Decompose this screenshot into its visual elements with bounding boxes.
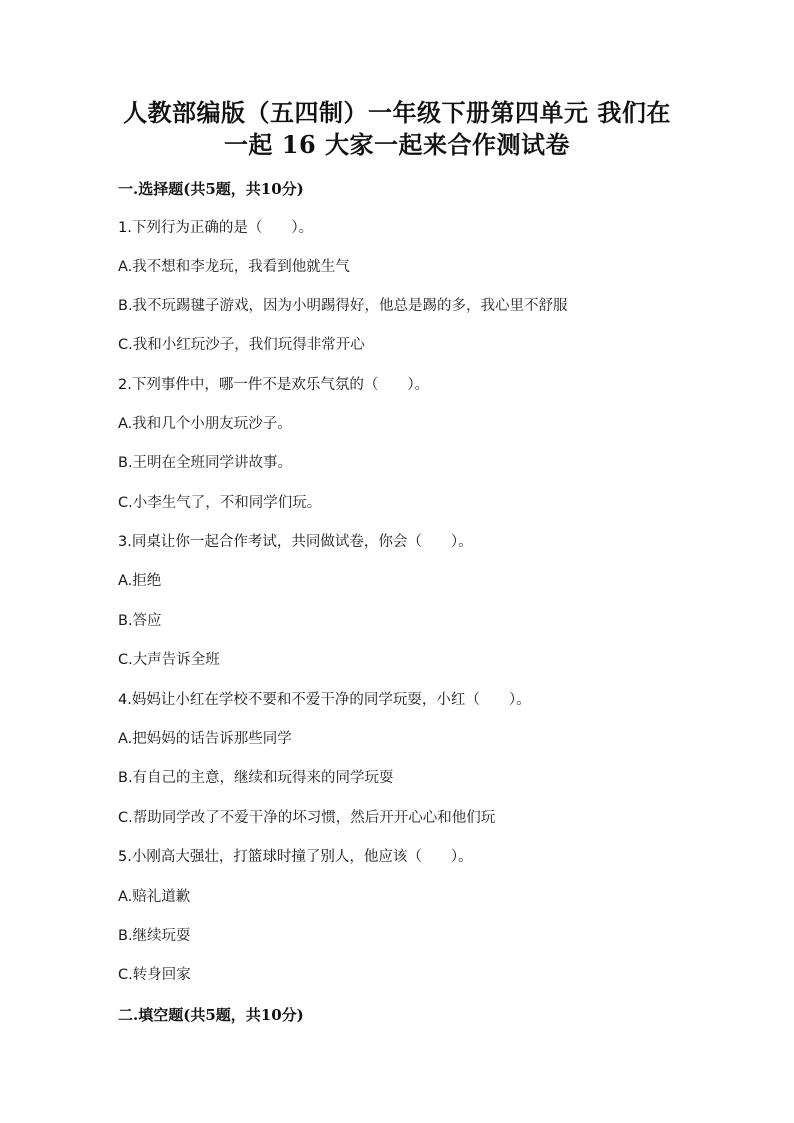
question-2-option-b: B.王明在全班同学讲故事。 (118, 455, 293, 471)
document-title-line-2: 一起 16 大家一起来合作测试卷 (223, 130, 571, 159)
question-3-option-b: B.答应 (118, 613, 162, 629)
question-3-option-a: A.拒绝 (118, 573, 162, 589)
question-4-option-a: A.把妈妈的话告诉那些同学 (118, 731, 292, 747)
question-1-option-a: A.我不想和李龙玩，我看到他就生气 (118, 259, 350, 275)
question-5-stem: 5.小刚高大强壮，打篮球时撞了别人，他应该（ ）。 (118, 849, 473, 865)
question-1-stem: 1.下列行为正确的是（ ）。 (118, 220, 314, 236)
question-5-option-c: C.转身回家 (118, 967, 191, 983)
section-heading-choice: 一.选择题(共5题，共10分) (118, 180, 304, 198)
question-3-option-c: C.大声告诉全班 (118, 652, 220, 668)
question-5-option-b: B.继续玩耍 (118, 928, 191, 944)
question-2-option-a: A.我和几个小朋友玩沙子。 (118, 416, 292, 432)
question-3-stem: 3.同桌让你一起合作考试，共同做试卷，你会（ ）。 (118, 534, 473, 550)
question-1-option-b: B.我不玩踢毽子游戏，因为小明踢得好，他总是踢的多，我心里不舒服 (118, 298, 568, 314)
question-2-option-c: C.小李生气了，不和同学们玩。 (118, 495, 322, 511)
question-2-stem: 2.下列事件中，哪一件不是欢乐气氛的（ ）。 (118, 377, 430, 393)
question-1-option-c: C.我和小红玩沙子，我们玩得非常开心 (118, 337, 365, 353)
question-4-option-b: B.有自己的主意，继续和玩得来的同学玩耍 (118, 770, 394, 786)
question-4-stem: 4.妈妈让小红在学校不要和不爱干净的同学玩耍，小红（ ）。 (118, 692, 531, 708)
section-heading-fill-blank: 二.填空题(共5题，共10分) (118, 1006, 304, 1024)
question-4-option-c: C.帮助同学改了不爱干净的坏习惯，然后开开心心和他们玩 (118, 810, 496, 826)
document-title-line-1: 人教部编版（五四制）一年级下册第四单元 我们在 (123, 98, 671, 127)
question-5-option-a: A.赔礼道歉 (118, 889, 191, 905)
